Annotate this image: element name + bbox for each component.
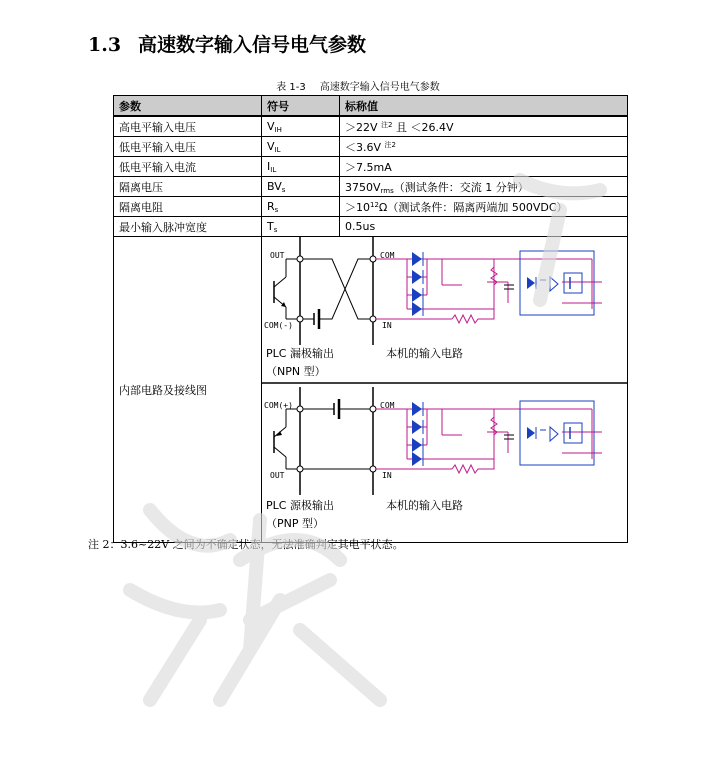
symbol-main: V [267, 139, 275, 153]
value-cell: 0.5us [340, 217, 628, 237]
param-cell: 最小输入脉冲宽度 [114, 217, 262, 237]
pnp-diodes [412, 402, 422, 466]
table-row [114, 197, 628, 217]
symbol-cell [262, 197, 340, 217]
header-value: 标称值 [340, 96, 628, 117]
value-cell [340, 157, 628, 177]
circuit-cell [262, 237, 628, 543]
npn-in-in-label: IN [382, 321, 392, 330]
symbol-cell [262, 116, 340, 137]
section-title: 高速数字输入信号电气参数 [138, 34, 367, 56]
param-cell: 低电平输入电压 [114, 137, 262, 157]
table-row [114, 116, 628, 137]
symbol-sub: IH [274, 125, 282, 134]
npn-in-com-label: COM [380, 251, 395, 260]
symbol-sub: IL [274, 145, 281, 154]
value-cell [340, 177, 628, 197]
pnp-plc-caption-type: （PNP 型） [266, 517, 324, 530]
npn-diodes [412, 252, 422, 316]
param-cell: 隔离电阻 [114, 197, 262, 217]
table-caption-title: 高速数字输入信号电气参数 [319, 82, 440, 93]
pnp-in-in-label: IN [382, 471, 392, 480]
value-main: ＞22V [345, 120, 378, 134]
npn-diagram [264, 237, 602, 345]
symbol-main: BV [267, 179, 282, 193]
symbol-sub: s [274, 205, 279, 214]
parameter-table [113, 95, 628, 543]
header-symbol: 符号 [262, 96, 340, 117]
npn-com-label: COM(-) [264, 321, 293, 330]
symbol-cell [262, 177, 340, 197]
footnote: 注 2：3.6~22V 之间为不确定状态，无法准确判定其电平状态。 [88, 538, 404, 551]
pnp-diagram [264, 387, 602, 495]
symbol-main: V [267, 119, 275, 133]
pnp-in-com-label: COM [380, 401, 395, 410]
symbol-main: R [267, 199, 275, 213]
symbol-main: I [267, 159, 271, 173]
symbol-main: T [267, 219, 274, 233]
table-row-circuit [114, 237, 628, 543]
param-cell: 隔离电压 [114, 177, 262, 197]
table-caption [0, 78, 716, 93]
section-number: 1.3 [88, 34, 122, 56]
table-row [114, 157, 628, 177]
table-header-row [114, 96, 628, 117]
value-main: 3750V [345, 180, 381, 194]
table-row [114, 137, 628, 157]
npn-input-caption: 本机的输入电路 [386, 347, 463, 360]
table-row [114, 177, 628, 197]
param-cell: 内部电路及接线图 [114, 237, 262, 543]
value-rest: （测试条件：交流 1 分钟） [393, 180, 529, 194]
param-cell: 低电平输入电流 [114, 157, 262, 177]
npn-plc-caption: PLC 漏极输出 [266, 347, 334, 360]
pnp-out-label: OUT [270, 471, 285, 480]
table-caption-number: 表 1-3 [276, 82, 306, 93]
value-main: ＞7.5mA [345, 160, 392, 174]
header-param: 参数 [114, 96, 262, 117]
symbol-sub: s [281, 185, 286, 194]
section-heading [88, 30, 366, 57]
symbol-sub: s [273, 225, 278, 234]
pnp-input-wiring [376, 409, 602, 469]
value-rest: Ω（测试条件：隔离两端加 500VDC） [378, 200, 568, 214]
pnp-plc-caption: PLC 源极输出 [266, 499, 334, 512]
pnp-input-caption: 本机的输入电路 [386, 499, 463, 512]
value-note: 注2 [384, 140, 396, 149]
value-sub: rms [380, 186, 394, 195]
value-cell [340, 137, 628, 157]
value-cell [340, 116, 628, 137]
symbol-cell [262, 137, 340, 157]
symbol-sub: IL [270, 165, 277, 174]
value-main: ＞10 [345, 200, 370, 214]
npn-plc-caption-type: （NPN 型） [266, 365, 326, 378]
value-note: 注2 [381, 120, 393, 129]
npn-input-wiring [376, 259, 602, 319]
value-cell [340, 197, 628, 217]
value-rest: 且 ＜26.4V [396, 120, 454, 134]
npn-out-label: OUT [270, 251, 285, 260]
symbol-cell [262, 217, 340, 237]
pnp-com-label: COM(+) [264, 401, 293, 410]
symbol-cell [262, 157, 340, 177]
value-main: ＜3.6V [345, 140, 382, 154]
value-exponent: 12 [370, 200, 379, 209]
table-row [114, 217, 628, 237]
circuit-diagrams [262, 237, 627, 539]
param-cell: 高电平输入电压 [114, 116, 262, 137]
